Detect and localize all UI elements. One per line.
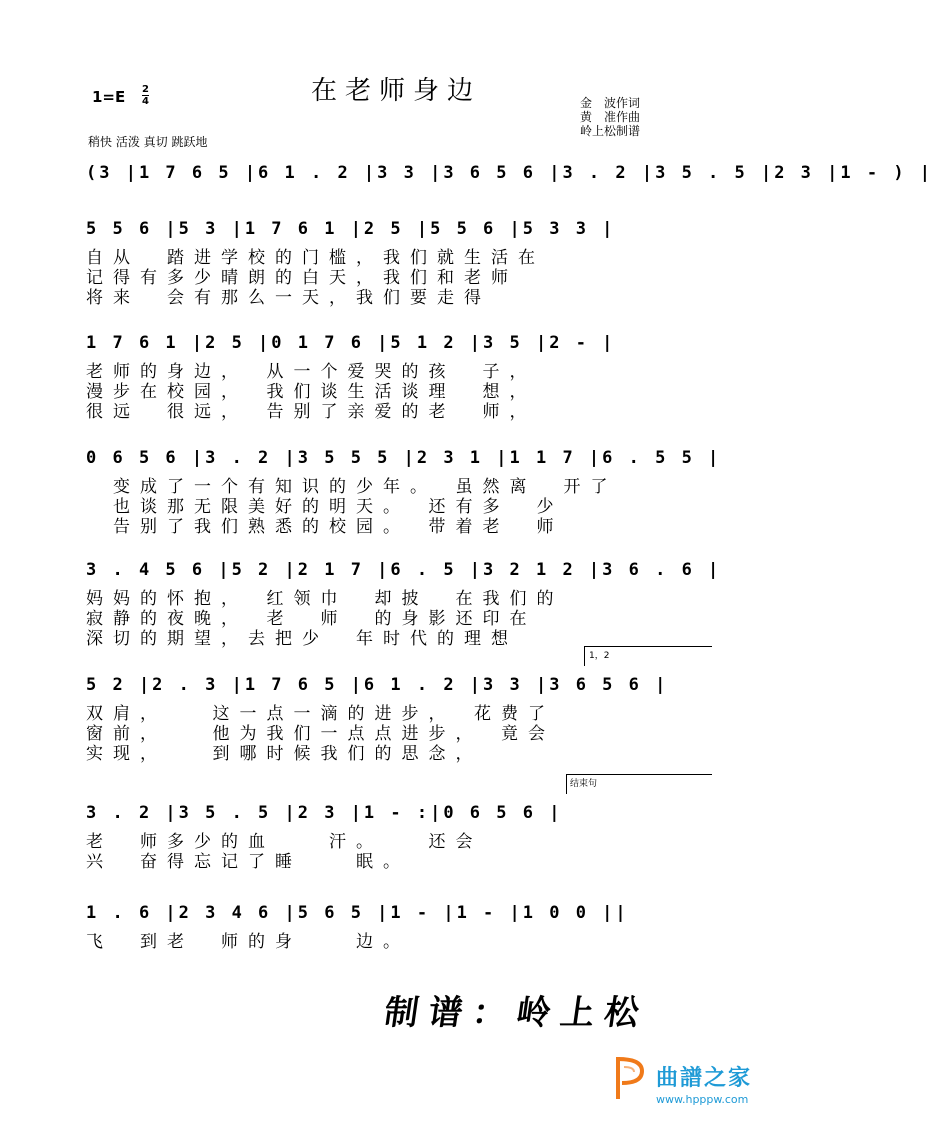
lyric-verse-3: 很远 很远， 告别了亲爱的老 师， [86, 402, 537, 422]
time-numerator: 2 [142, 84, 149, 95]
volta-bracket-edge [566, 774, 567, 794]
volta-label: 1，2 [589, 651, 610, 661]
notation-line: 3 . 4 5 6 |5 2 |2 1 7 |6 . 5 |3 2 1 2 |3 6 . 6 | [86, 560, 722, 580]
lyric-verse-3: 将来 会有那么一天，我们要走得 [86, 288, 491, 308]
score-row [86, 216, 712, 308]
notation-line: (3 |1 7 6 5 |6 1 . 2 |3 3 |3 6 5 6 |3 . 2 |3 5 . 5 |2 3 |1 - ) | [86, 163, 933, 183]
score-row [86, 160, 933, 200]
score-row [86, 445, 722, 537]
notation-line: 1 . 6 |2 3 4 6 |5 6 5 |1 - |1 - |1 0 0 || [86, 903, 629, 923]
site-logo [612, 1055, 772, 1115]
lyric-verse-2: 寂静的夜晚， 老 师 的身影还印在 [86, 609, 537, 629]
notation-line: 5 2 |2 . 3 |1 7 6 5 |6 1 . 2 |3 3 |3 6 5 6 | [86, 675, 669, 695]
lyric-verse-1: 妈妈的怀抱， 红领巾 却披 在我们的 [86, 589, 564, 609]
volta-bracket [584, 646, 712, 647]
notation-line: 3 . 2 |3 5 . 5 |2 3 |1 - :|0 6 5 6 | [86, 803, 563, 823]
arranger-credit: 岭上松制谱 [580, 124, 641, 138]
tempo-marking: 稍快 活泼 真切 跳跃地 [88, 135, 208, 149]
score-row [86, 557, 722, 649]
lyric-verse-1: 双肩， 这一点一滴的进步， 花费了 [86, 704, 555, 724]
lyric-verse-2: 漫步在校园， 我们谈生活谈理 想， [86, 382, 537, 402]
volta-bracket-edge [584, 646, 585, 666]
lyric-verse-3: 告别了我们熟悉的校园。 带着老 师 [86, 517, 564, 537]
score-row [86, 779, 712, 872]
lyric-verse-1: 变成了一个有知识的少年。 虽然离 开了 [86, 477, 618, 497]
composer-credit: 黄 准作曲 [580, 110, 641, 124]
credits [580, 96, 640, 138]
score-row [86, 651, 712, 764]
score-row [86, 900, 712, 952]
volta-label: 结束句 [570, 779, 598, 789]
lyricist-credit: 金 波作词 [580, 96, 641, 110]
lyric-verse-1: 飞 到老 师的身 边。 [86, 932, 410, 952]
lyric-verse-1: 老师的身边， 从一个爱哭的孩 子， [86, 362, 537, 382]
song-title: 在老师身边 [310, 76, 481, 106]
lyric-verse-2: 兴 奋得忘记了睡 眠。 [86, 852, 410, 872]
signature: 制谱：岭上松 [381, 993, 652, 1033]
key-signature: 1=E [92, 88, 126, 106]
time-denominator: 4 [142, 96, 149, 107]
lyric-verse-1: 自从 踏进学校的门槛，我们就生活在 [86, 248, 545, 268]
time-signature [142, 84, 149, 107]
notation-line: 5 5 6 |5 3 |1 7 6 1 |2 5 |5 5 6 |5 3 3 | [86, 219, 616, 239]
lyric-verse-3: 实现， 到哪时候我们的思念， [86, 744, 483, 764]
notation-line: 1 7 6 1 |2 5 |0 1 7 6 |5 1 2 |3 5 |2 - | [86, 333, 616, 353]
lyric-verse-2: 窗前， 他为我们一点点进步， 竟会 [86, 724, 555, 744]
notation-line: 0 6 5 6 |3 . 2 |3 5 5 5 |2 3 1 |1 1 7 |6 . 5 5 | [86, 448, 722, 468]
volta-bracket [566, 774, 712, 775]
lyric-verse-2: 记得有多少晴朗的白天，我们和老师 [86, 268, 518, 288]
score-row [86, 330, 712, 422]
logo-url: www.hpppw.com [656, 1093, 749, 1106]
lyric-verse-1: 老 师多少的血 汗。 还会 [86, 832, 483, 852]
logo-mark-icon [612, 1055, 648, 1101]
lyric-verse-2: 也谈那无限美好的明天。 还有多 少 [86, 497, 564, 517]
lyric-verse-3: 深切的期望，去把少 年时代的理想 [86, 629, 518, 649]
logo-name: 曲譜之家 [656, 1066, 753, 1091]
